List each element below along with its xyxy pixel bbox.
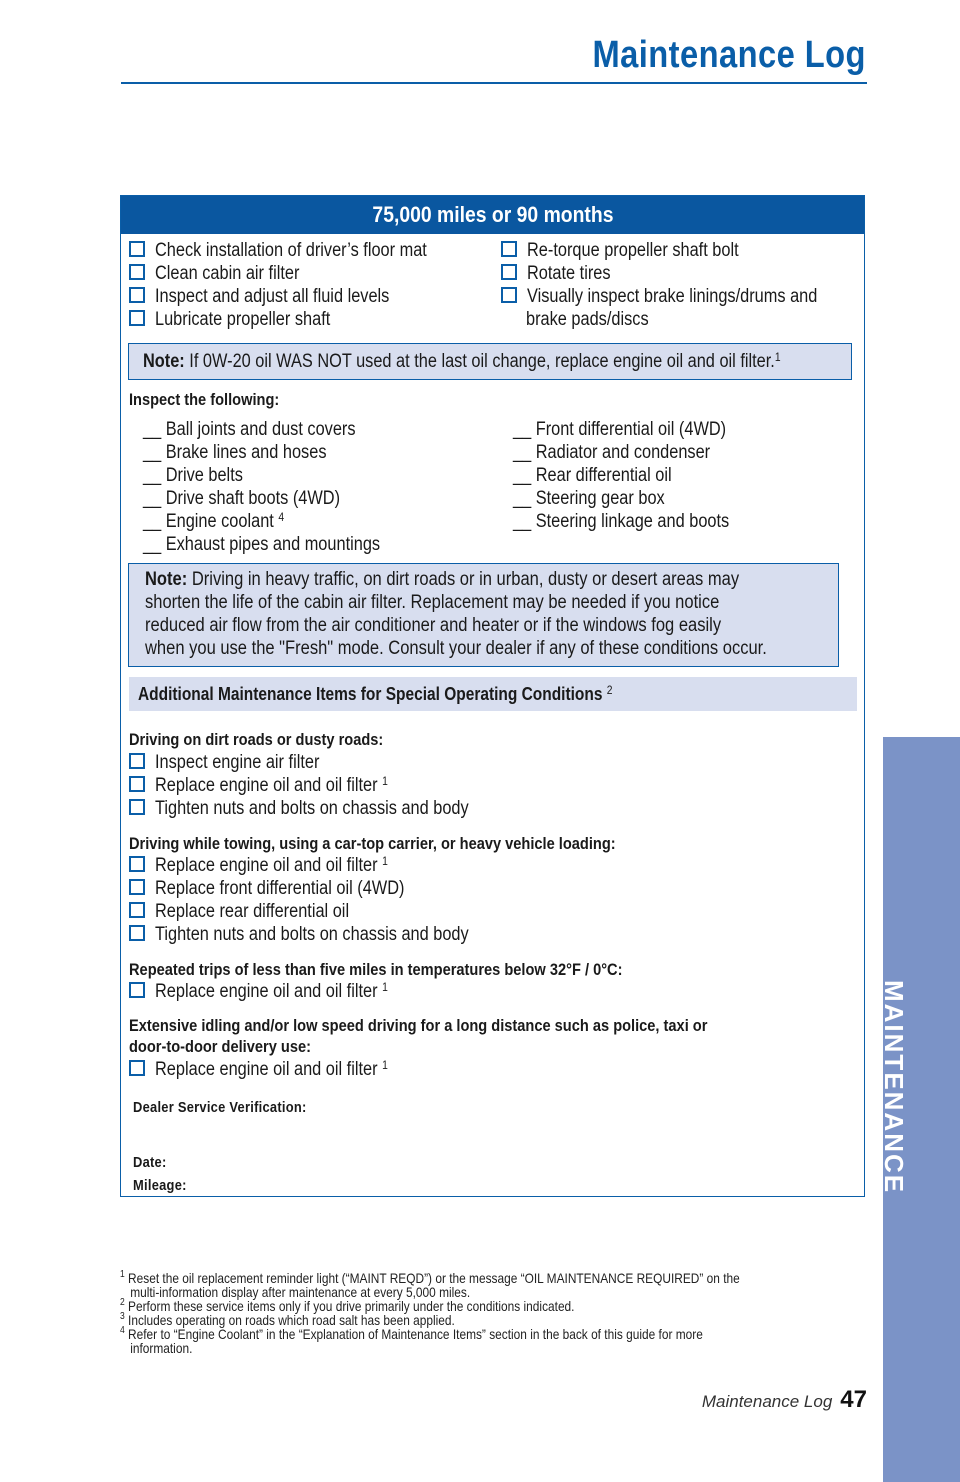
note-label: Note: — [143, 351, 185, 372]
page-folio — [702, 1386, 867, 1414]
checkbox[interactable] — [501, 287, 517, 303]
checkbox[interactable] — [129, 753, 145, 769]
checklist-item[interactable]: Tighten nuts and bolts on chassis and body — [129, 923, 520, 946]
page-number: 47 — [840, 1386, 867, 1413]
inspect-item: __ Front differential oil (4WD) — [513, 419, 727, 440]
checkbox[interactable] — [129, 799, 145, 815]
date-label: Date: — [133, 1154, 167, 1171]
checkbox[interactable] — [129, 856, 145, 872]
short-trips-heading: Repeated trips of less than five miles in temperatures below 32°F / 0°C: — [129, 960, 623, 979]
checklist-item[interactable]: Replace engine oil and oil filter $^1$ — [129, 854, 426, 877]
checklist-item[interactable]: Check installation of driver’s floor mat — [129, 239, 471, 262]
checkbox[interactable] — [129, 879, 145, 895]
additional-items-bar: Additional Maintenance Items for Special Operating Conditions $^2$ — [129, 677, 857, 711]
checkbox[interactable] — [501, 264, 517, 280]
note-text: If 0W-20 oil WAS NOT used at the last oil change, replace engine oil and oil filter. — [189, 351, 775, 372]
checklist-item[interactable]: Inspect engine air filter — [129, 751, 346, 774]
idling-heading: Extensive idling and/or low speed driving for a long distance such as police, taxi or — [129, 1016, 708, 1035]
checklist-item[interactable]: Replace engine oil and oil filter $^1$ — [129, 980, 426, 1003]
checkbox[interactable] — [129, 287, 145, 303]
title-rule — [121, 82, 867, 84]
footnote: $^4$ Refer to “Engine Coolant” in the “Explanation of Maintenance Items” section in the back of this guide for more information. — [120, 1325, 703, 1356]
checklist-item[interactable]: Replace engine oil and oil filter $^1$ — [129, 1058, 426, 1081]
inspect-item: __ Steering gear box — [513, 488, 665, 509]
footnote: $^1$ Reset the oil replacement reminder light (“MAINT REQD”) or the message “OIL MAINTENANCE REQUIRED” on the multi-information display after maintenance at every 5,000 miles. — [120, 1269, 740, 1300]
checklist-item-continuation: brake pads/discs — [526, 309, 649, 330]
checklist-item[interactable]: Tighten nuts and bolts on chassis and body — [129, 797, 520, 820]
checklist-item[interactable]: Inspect and adjust all fluid levels — [129, 285, 428, 308]
inspect-heading: Inspect the following: — [129, 390, 280, 409]
checkbox[interactable] — [129, 1060, 145, 1076]
dealer-verification-label: Dealer Service Verification: — [133, 1099, 307, 1116]
checklist-item[interactable]: Re-torque propeller shaft bolt — [501, 239, 773, 262]
idling-heading-cont: door-to-door delivery use: — [129, 1037, 311, 1056]
checklist-item[interactable]: Lubricate propeller shaft — [129, 308, 359, 331]
inspect-item: __ Rear differential oil — [513, 465, 672, 486]
checklist-item[interactable]: Rotate tires — [501, 262, 624, 285]
footnotes — [120, 1271, 880, 1355]
checkbox[interactable] — [501, 241, 517, 257]
checklist-item[interactable]: Replace rear differential oil — [129, 900, 381, 923]
towing-heading: Driving while towing, using a car-top carrier, or heavy vehicle loading: — [129, 834, 616, 853]
checklist-item[interactable]: Replace engine oil and oil filter $^1$ — [129, 774, 426, 797]
checkbox[interactable] — [129, 241, 145, 257]
oil-note: Note: If 0W-20 oil WAS NOT used at the last oil change, replace engine oil and oil filter.$^1$ — [128, 343, 852, 380]
inspect-item: __ Radiator and condenser — [513, 442, 711, 463]
folio-label: Maintenance Log — [701, 1392, 833, 1411]
checkbox[interactable] — [129, 264, 145, 280]
inspect-item: __ Exhaust pipes and mountings — [143, 534, 381, 555]
mileage-label: Mileage: — [133, 1177, 187, 1194]
side-tab-label: MAINTENANCE — [879, 980, 909, 1195]
inspect-item: __ Brake lines and hoses — [143, 442, 327, 463]
inspect-item: __ Drive shaft boots (4WD) — [143, 488, 341, 509]
checkbox[interactable] — [129, 982, 145, 998]
inspect-item: __ Ball joints and dust covers — [143, 419, 356, 440]
inspect-left-list — [143, 418, 419, 556]
checkbox[interactable] — [129, 902, 145, 918]
checkbox[interactable] — [129, 310, 145, 326]
service-box — [120, 195, 865, 1197]
checklist-item[interactable]: Replace front differential oil (4WD) — [129, 877, 445, 900]
inspect-item: __ Steering linkage and boots — [513, 511, 730, 532]
page-title: Maintenance Log — [592, 34, 866, 76]
checkbox[interactable] — [129, 925, 145, 941]
footnote: $^3$ Includes operating on roads which road salt has been applied. — [120, 1311, 455, 1328]
dirt-roads-heading: Driving on dirt roads or dusty roads: — [129, 730, 384, 749]
inspect-right-list — [513, 418, 764, 533]
checklist-item[interactable]: Clean cabin air filter — [129, 262, 323, 285]
inspect-item: __ Engine coolant $^4$ — [143, 510, 285, 532]
checkbox[interactable] — [129, 776, 145, 792]
inspect-item: __ Drive belts — [143, 465, 243, 486]
footnote: $^2$ Perform these service items only if you drive primarily under the conditions indicated. — [120, 1297, 575, 1314]
service-header: 75,000 miles or 90 months — [121, 196, 864, 234]
cabin-filter-note: Note: Driving in heavy traffic, on dirt roads or in urban, dusty or desert areas may shorten the life of the cabin air filter. Replacement may be needed if you notice reduced air flow from the air conditioner and heater or if the windows fog easily when you use the "Fresh" mode. Consult your dealer if any of these conditions occur. — [128, 563, 839, 667]
checklist-item[interactable]: Visually inspect brake linings/drums and — [501, 285, 865, 308]
